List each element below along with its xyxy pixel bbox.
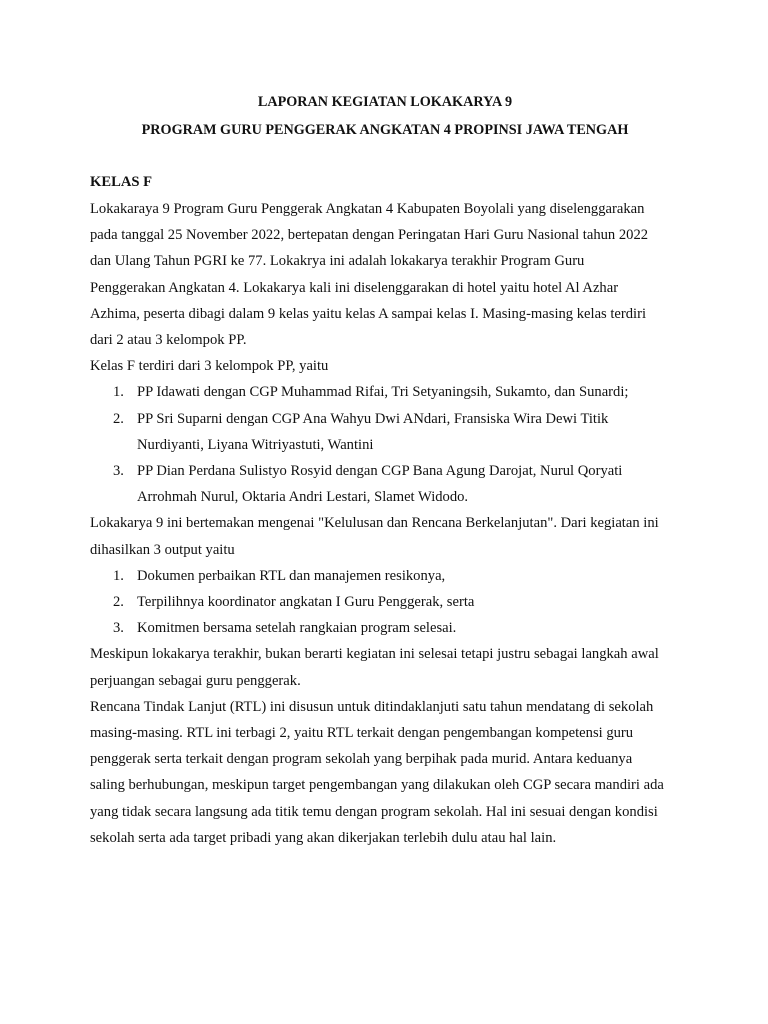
- theme-line: Lokakarya 9 ini bertemakan mengenai "Kelulusan dan Rencana Berkelanjutan". Dari kegiatan ini: [90, 515, 659, 532]
- list-item-text: Komitmen bersama setelah rangkaian program selesai.: [137, 620, 457, 637]
- section-heading: KELAS F: [90, 174, 153, 190]
- list-item-text: PP Sri Suparni dengan CGP Ana Wahyu Dwi ANdari, Fransiska Wira Dewi Titik: [137, 410, 609, 427]
- list-item: [90, 589, 680, 615]
- intro-paragraph: [90, 196, 680, 353]
- rtl-line: masing-masing. RTL ini terbagi 2, yaitu RTL terkait dengan pengembangan kompetensi guru: [90, 725, 634, 742]
- theme-line: dihasilkan 3 output yaitu: [90, 541, 235, 558]
- list-number: 3.: [113, 463, 124, 480]
- list-item-text: Nurdiyanti, Liyana Witriyastuti, Wantini: [137, 436, 374, 453]
- rtl-line: penggerak serta terkait dengan program sekolah yang berpihak pada murid. Antara keduanya: [90, 751, 633, 768]
- list-item: [90, 458, 680, 510]
- intro-line: Lokakaraya 9 Program Guru Penggerak Angkatan 4 Kabupaten Boyolali yang diselenggarakan: [90, 201, 645, 217]
- intro-line: dan Ulang Tahun PGRI ke 77. Lokakrya ini adalah lokakarya terakhir Program Guru: [90, 253, 585, 270]
- intro-line: Penggerakan Angkatan 4. Lokakarya kali ini diselenggarakan di hotel yaitu hotel Al Azhar: [90, 279, 619, 296]
- document-subtitle: PROGRAM GURU PENGGERAK ANGKATAN 4 PROPINSI JAWA TENGAH: [141, 122, 629, 138]
- list-item: [90, 379, 680, 405]
- document-title: LAPORAN KEGIATAN LOKAKARYA 9: [257, 94, 513, 110]
- rtl-line: Rencana Tindak Lanjut (RTL) ini disusun untuk ditindaklanjuti satu tahun mendatang di sekolah: [90, 698, 654, 715]
- output-list: [90, 563, 680, 642]
- list-item-text: Terpilihnya koordinator angkatan I Guru Penggerak, serta: [137, 594, 475, 611]
- closing-line: Meskipun lokakarya terakhir, bukan berarti kegiatan ini selesai tetapi justru sebagai langkah awal: [90, 646, 659, 663]
- list-number: 3.: [113, 620, 124, 637]
- rtl-line: saling berhubungan, meskipun target pengembangan yang dilakukan oleh CGP secara mandiri ada: [90, 777, 664, 794]
- closing-line: perjuangan sebagai guru penggerak.: [90, 672, 301, 689]
- rtl-line: yang tidak secara langsung ada titik temu dengan program sekolah. Hal ini sesuai dengan kondisi: [90, 803, 658, 820]
- groups-intro: Kelas F terdiri dari 3 kelompok PP, yaitu: [90, 358, 329, 375]
- list-number: 1.: [113, 567, 124, 584]
- list-number: 2.: [113, 410, 124, 427]
- list-number: 1.: [113, 384, 124, 401]
- list-item-text: Dokumen perbaikan RTL dan manajemen resikonya,: [137, 567, 446, 584]
- closing-paragraph: [90, 641, 680, 693]
- theme-paragraph: [90, 510, 680, 562]
- group-list: [90, 379, 680, 510]
- list-number: 2.: [113, 594, 124, 611]
- list-item: [90, 406, 680, 458]
- list-item-text: PP Dian Perdana Sulistyo Rosyid dengan CGP Bana Agung Darojat, Nurul Qoryati: [137, 463, 623, 480]
- intro-line: dari 2 atau 3 kelompok PP.: [90, 332, 247, 349]
- document-body: [90, 88, 680, 851]
- list-item: [90, 563, 680, 589]
- rtl-paragraph: [90, 694, 680, 851]
- list-item-text: Arrohmah Nurul, Oktaria Andri Lestari, Slamet Widodo.: [137, 489, 469, 506]
- list-item: [90, 615, 680, 641]
- intro-line: pada tanggal 25 November 2022, bertepatan dengan Peringatan Hari Guru Nasional tahun 2022: [90, 227, 649, 244]
- intro-line: Azhima, peserta dibagi dalam 9 kelas yaitu kelas A sampai kelas I. Masing-masing kelas terdiri: [90, 305, 647, 322]
- rtl-line: sekolah serta ada target pribadi yang akan dikerjakan terlebih dulu atau hal lain.: [90, 829, 557, 846]
- list-item-text: PP Idawati dengan CGP Muhammad Rifai, Tri Setyaningsih, Sukamto, dan Sunardi;: [137, 384, 629, 401]
